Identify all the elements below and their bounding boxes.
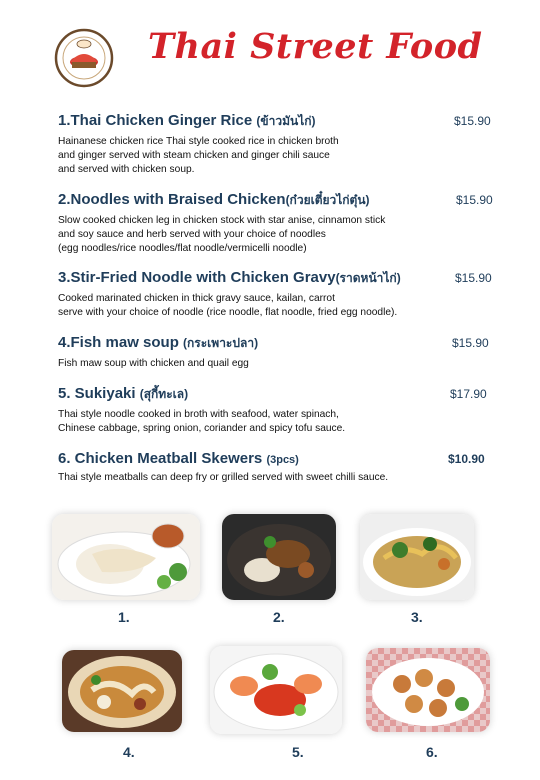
- page-title: Thai Street Food: [148, 26, 483, 67]
- menu-item-4: [58, 334, 498, 371]
- menu-item-1: [58, 112, 498, 178]
- item-price: $15.90: [456, 193, 493, 207]
- item-description: Cooked marinated chicken in thick gravy sauce, kailan, carrot serve with your choice of noodle (rice noodle, flat noodle, fried egg noodle).: [58, 293, 398, 319]
- braised-chicken-noodle-photo-icon: [222, 514, 336, 600]
- item-quantity: (3pcs): [266, 454, 299, 466]
- item-thai-name: (ราดหน้าไก่): [335, 271, 401, 285]
- photo-label: 6.: [426, 744, 438, 760]
- item-description: Thai style meatballs can deep fry or grilled served with sweet chilli sauce.: [58, 472, 389, 483]
- item-name: 3.Stir-Fried Noodle with Chicken Gravy(ราดหน้าไก่): [58, 269, 401, 286]
- item-price: $17.90: [450, 387, 487, 401]
- item-name: 5. Sukiyaki (สุกี้ทะเล): [58, 385, 189, 402]
- photo-label: 4.: [123, 744, 135, 760]
- item-name: 1.Thai Chicken Ginger Rice (ข้าวมันไก่): [58, 112, 316, 129]
- chicken-rice-photo-icon: [52, 514, 200, 600]
- item-name: 4.Fish maw soup (กระเพาะปลา): [58, 334, 259, 351]
- photo-label: 3.: [411, 609, 423, 625]
- fish-maw-soup-photo-icon: [62, 650, 182, 732]
- item-description: Hainanese chicken rice Thai style cooked rice in chicken broth and ginger served with steam chicken and ginger chili sauce and served with chicken soup.: [58, 136, 339, 176]
- menu-item-2: [58, 191, 498, 257]
- photo-label: 2.: [273, 609, 285, 625]
- menu-item-5: [58, 385, 498, 436]
- item-thai-name: (กระเพาะปลา): [183, 336, 259, 350]
- item-price: $15.90: [454, 114, 491, 128]
- menu-item-6: [58, 450, 498, 485]
- item-thai-name: (สุกี้ทะเล): [139, 387, 189, 401]
- item-description: Slow cooked chicken leg in chicken stock with star anise, cinnamon stick and soy sauce and herb served with your choice of noodles (egg noodles/rice noodles/flat noodle/vermicelli noodle): [58, 215, 386, 255]
- gravy-noodle-photo-icon: [360, 514, 474, 600]
- meatball-skewers-photo-icon: [366, 648, 490, 732]
- menu-item-3: [58, 269, 498, 320]
- item-name: 6. Chicken Meatball Skewers (3pcs): [58, 450, 299, 467]
- item-description: Fish maw soup with chicken and quail egg: [58, 358, 249, 369]
- item-thai-name: (ข้าวมันไก่): [256, 114, 316, 128]
- item-price: $10.90: [448, 452, 485, 466]
- item-thai-name: (ก๋วยเตี๋ยวไก่ตุ๋น): [285, 193, 370, 207]
- item-description: Thai style noodle cooked in broth with seafood, water spinach, Chinese cabbage, spring onion, coriander and spicy tofu sauce.: [58, 409, 346, 435]
- restaurant-logo: [48, 24, 124, 90]
- sukiyaki-photo-icon: [210, 646, 342, 734]
- chef-hat-cafe-logo-icon: [48, 24, 124, 90]
- photo-label: 5.: [292, 744, 304, 760]
- photo-label: 1.: [118, 609, 130, 625]
- item-price: $15.90: [455, 271, 492, 285]
- item-name: 2.Noodles with Braised Chicken(ก๋วยเตี๋ยวไก่ตุ๋น): [58, 191, 370, 208]
- item-price: $15.90: [452, 336, 489, 350]
